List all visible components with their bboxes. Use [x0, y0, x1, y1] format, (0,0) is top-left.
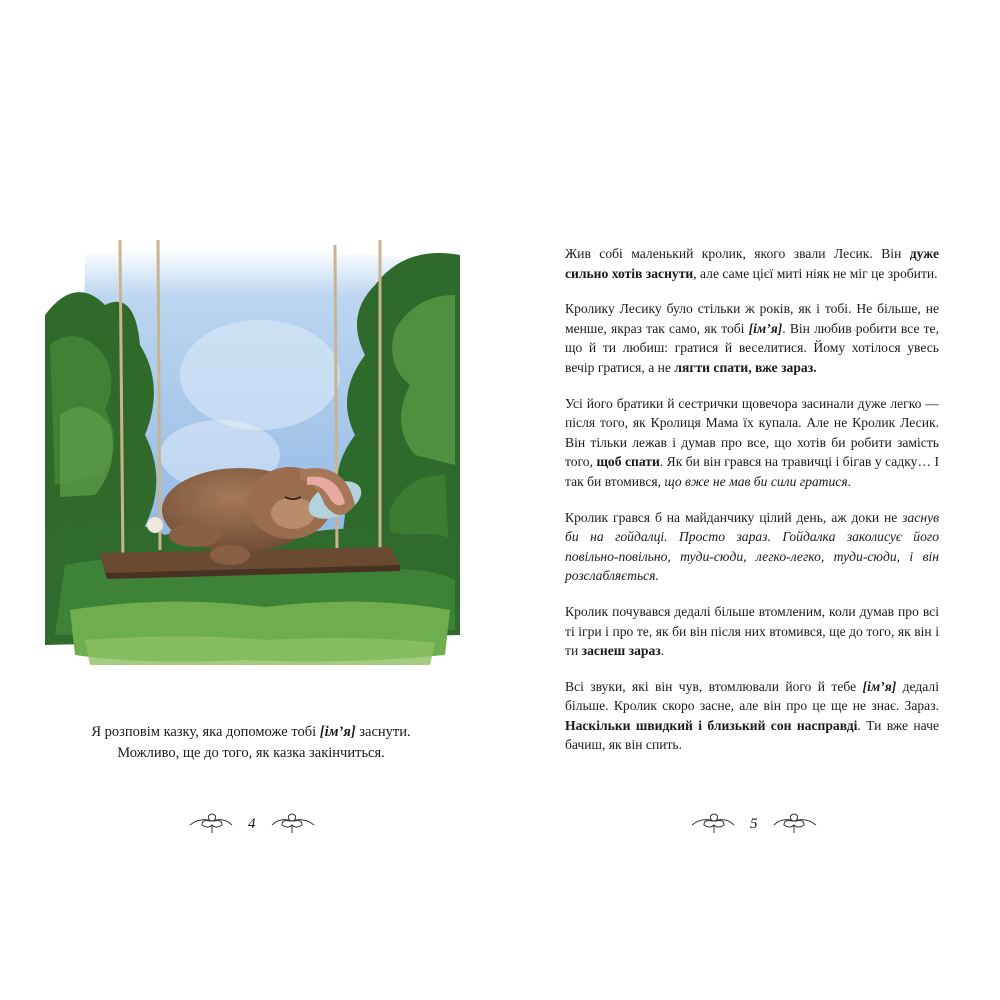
- emphasized-text: заснув би на гойдалці. Просто зараз. Гойдалка заколисує його повільно-повільно, туди-сюди, легко-легко, туди-сюди, і він розслабляється.: [565, 509, 939, 584]
- caption-line-1: [60, 722, 442, 743]
- emphasized-text: дуже сильно хотів заснути: [565, 246, 939, 281]
- leaf-ornament-icon: [690, 813, 738, 835]
- bunny-swing-illustration: [45, 235, 460, 670]
- text-run: .: [660, 643, 665, 659]
- text-run: . Як би він грався на травичці і бігав у садку… І так би втомився,: [565, 454, 940, 489]
- emphasized-text: заснеш зараз: [581, 643, 661, 659]
- caption-text: заснути.: [355, 724, 411, 740]
- caption-line-2: Можливо, ще до того, як казка закінчиться.: [117, 745, 385, 761]
- text-run: .: [847, 473, 852, 489]
- story-paragraph: [565, 244, 939, 283]
- text-run: Кролик почувався дедалі більше втомленим, коли думав про всі ті ігри і про те, як би він після них втомився, ще до того, як він і ти: [565, 603, 939, 659]
- name-placeholder: [ім’я]: [319, 724, 356, 740]
- leaf-ornament-icon: [188, 813, 236, 835]
- emphasized-text: щоб спати: [596, 454, 660, 470]
- caption: [60, 722, 442, 764]
- story-paragraph: [565, 508, 939, 586]
- text-run: Кролику Лесику було стільки ж років, як і тобі. Не більше, не менше, якраз так само, як тобі: [565, 301, 939, 336]
- page-number-right: [690, 810, 818, 838]
- page-number: 5: [750, 815, 758, 832]
- story-paragraph: [565, 299, 939, 377]
- story-paragraph: [565, 394, 939, 492]
- text-run: , але саме цієї миті ніяк не міг це зробити.: [693, 265, 938, 281]
- emphasized-text: [ім’я]: [748, 320, 783, 336]
- page-number: 4: [248, 815, 256, 832]
- caption-text: Я розповім казку, яка допоможе тобі: [91, 724, 320, 740]
- text-run: Всі звуки, які він чув, втомлювали його й тебе: [565, 678, 863, 694]
- story-text: [565, 244, 939, 771]
- emphasized-text: Наскільки швидкий і близький сон насправді: [565, 717, 858, 733]
- story-paragraph: [565, 677, 939, 755]
- emphasized-text: лягти спати, вже зараз.: [674, 359, 817, 375]
- text-run: . Ти вже наче бачиш, як він спить.: [565, 717, 939, 753]
- text-run: . Він любив робити все те, що й ти любиш: гратися й веселитися. Йому хотілося увесь вечір гратися, а не: [565, 320, 939, 375]
- emphasized-text: що вже не мав би сили гратися: [664, 473, 848, 489]
- leaf-ornament-icon: [770, 813, 818, 835]
- page-number-left: [188, 810, 316, 838]
- leaf-ornament-icon: [268, 813, 316, 835]
- text-run: дедалі більше. Кролик скоро засне, але він про це ще не знає. Зараз.: [565, 678, 939, 714]
- text-run: Жив собі маленький кролик, якого звали Лесик. Він: [565, 246, 910, 261]
- story-paragraph: [565, 602, 939, 661]
- text-run: Кролик грався б на майданчику цілий день, аж доки не: [565, 509, 903, 525]
- emphasized-text: [ім’я]: [862, 678, 897, 694]
- text-run: Усі його братики й сестрички щовечора засинали дуже легко — після того, як Кролиця Мама їх купала. Але не Кролик Лесик. Він тільки лежав і думав про все, що хотів би робити замість того,: [565, 395, 939, 470]
